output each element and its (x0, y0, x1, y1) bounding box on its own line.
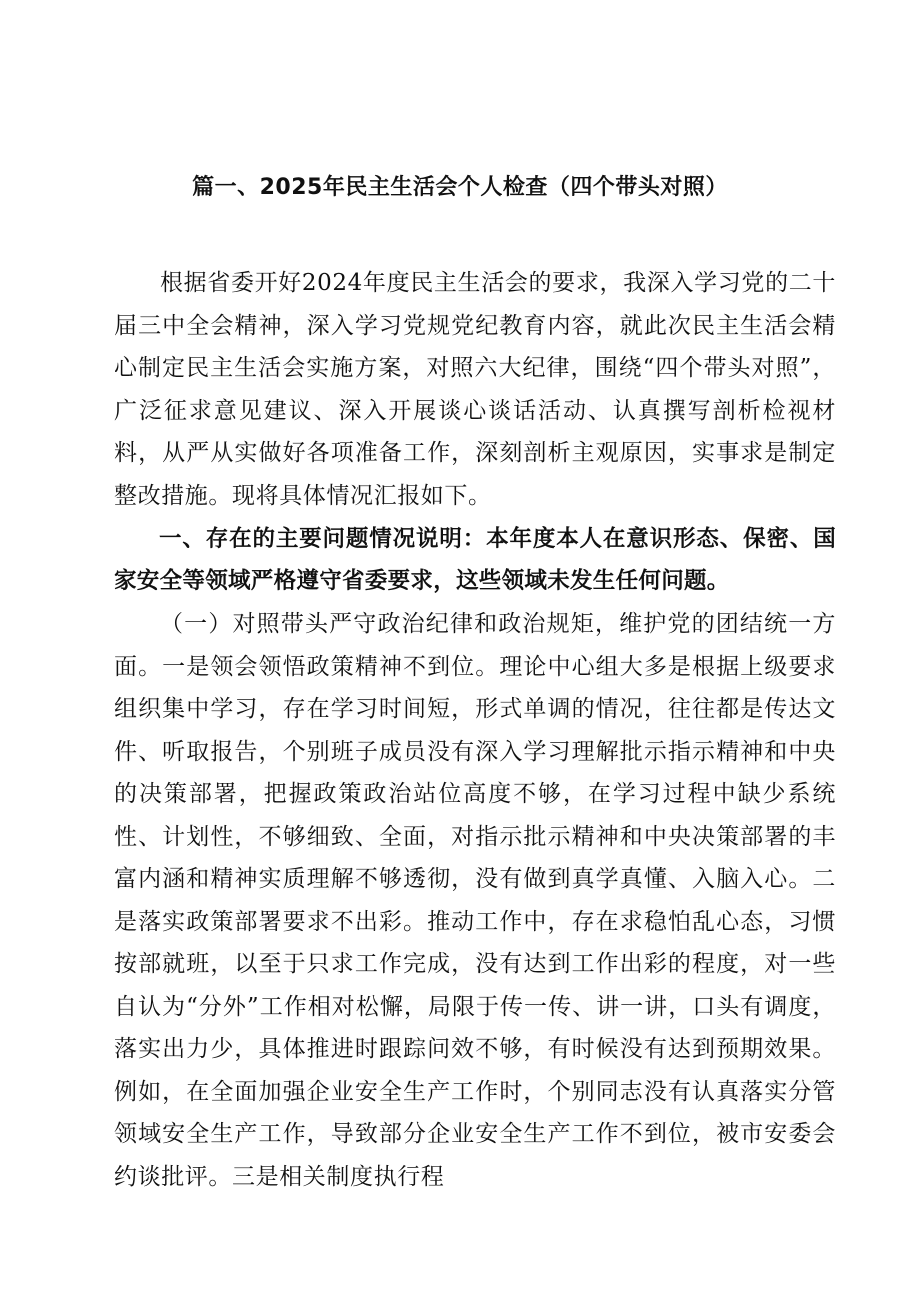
section-heading-main-problems: 一、存在的主要问题情况说明：本年度本人在意识形态、保密、国家安全等领域严格遵守省委要求，这些领域未发生任何问题。 (114, 526, 836, 594)
subsection-paragraph-political-discipline: （一）对照带头严守政治纪律和政治规矩，维护党的团结统一方面。一是领会领悟政策精神不到位。理论中心组大多是根据上级要求组织集中学习，存在学习时间短，形式单调的情况，往往都是传达文件、听取报告，个别班子成员没有深入学习理解批示指示精神和中央的决策部署，把握政策政治站位高度不够，在学习过程中缺少系统性、计划性，不够细致、全面，对指示批示精神和中央决策部署的丰富内涵和精神实质理解不够透彻，没有做到真学真懂、入脑入心。二是落实政策部署要求不出彩。推动工作中，存在求稳怕乱心态，习惯按部就班，以至于只求工作完成，没有达到工作出彩的程度，对一些自认为“分外”工作相对松懈，局限于传一传、讲一讲，口头有调度，落实出力少，具体推进时跟踪问效不够，有时候没有达到预期效果。例如，在全面加强企业安全生产工作时，个别同志没有认真落实分管领域安全生产工作，导致部分企业安全生产工作不到位，被市安委会约谈批评。三是相关制度执行程 (114, 611, 836, 1190)
document-title: 篇一、2025年民主生活会个人检查（四个带头对照） (192, 175, 728, 200)
intro-paragraph: 根据省委开好2024年度民主生活会的要求，我深入学习党的二十届三中全会精神，深入学习党规党纪教育内容，就此次民主生活会精心制定民主生活会实施方案，对照六大纪律，围绕“四个带头对照”，广泛征求意见建议、深入开展谈心谈话活动、认真撰写剖析检视材料，从严从实做好各项准备工作，深刻剖析主观原因，实事求是制定整改措施。现将具体情况汇报如下。 (114, 270, 836, 509)
